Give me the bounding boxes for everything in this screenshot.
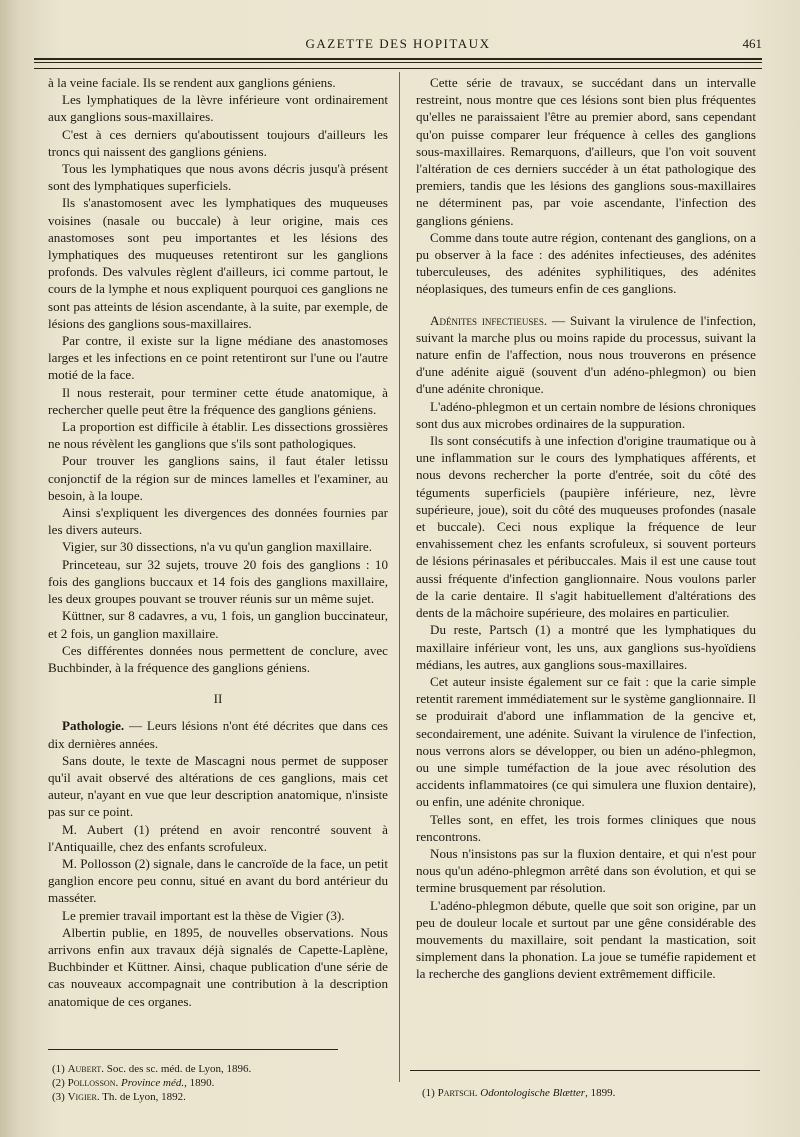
- paragraph: Comme dans toute autre région, contenant des ganglions, on a pu observer à la face : des adénites infectieuses, des adénites tuberculeuses, des adénites syphilitiques, des adénites néoplasiques, des tumeurs enfin de ces ganglions.: [416, 229, 756, 297]
- section-number: II: [213, 691, 223, 707]
- footnote-title: Province méd.: [120, 1077, 185, 1089]
- page-header: [34, 36, 762, 54]
- footnote: [52, 1076, 251, 1090]
- footnote-number: (1): [422, 1087, 435, 1099]
- paragraph: Princeteau, sur 32 sujets, trouve 20 fois des ganglions : 10 fois des ganglions buccaux et 14 fois des ganglions maxillaire, les deux groupes pouvant se trouver réunis sur un même sujet.: [48, 556, 388, 607]
- adenites-text: — Suivant la virulence de l'infection, suivant la marche plus ou moins rapide du processus, suivant la nature enfin de l'affection, nous nous trouverons en présence d'une adénite aiguë (souvent d'un adéno-phlegmon) ou bien d'une adénite chronique.: [416, 312, 757, 397]
- paragraph: Ils s'anastomosent avec les lymphatiques des muqueuses voisines (nasale ou buccale) à leur origine, mais ces anastomoses sont peu importantes et les lésions des lymphatiques des muqueuses retentiront sur les ganglions profonds. Des valvules règlent d'ailleurs, ici comme partout, le cours de la lymphe et nous expliquent pourquoi ces ganglions ne sont pas atteints de lésion ascendante, à la suite, par exemple, de lésions des ganglions sous-maxillaires.: [48, 195, 388, 331]
- footnote-author: Aubert.: [67, 1063, 105, 1075]
- footnote-rule-left: [48, 1049, 338, 1050]
- paragraph: M. Aubert (1) prétend en avoir rencontré souvent à l'Antiquaille, chez des enfants scrofuleux.: [48, 821, 388, 854]
- footnote: [52, 1062, 251, 1076]
- footnote-text: Th. de Lyon, 1892.: [99, 1091, 186, 1103]
- footnote-author: Pollosson.: [67, 1077, 119, 1089]
- footnote-author: Vigier.: [67, 1091, 100, 1103]
- running-title: GAZETTE DES HOPITAUX: [305, 36, 491, 51]
- right-footnotes: [422, 1086, 615, 1100]
- left-footnotes: [52, 1062, 251, 1104]
- paragraph: Il nous resterait, pour terminer cette étude anatomique, à rechercher quelle peut être la fréquence des ganglions géniens.: [48, 384, 388, 417]
- adenites-paragraph: [416, 312, 756, 398]
- paragraph: Nous n'insistons pas sur la fluxion dentaire, et qui n'est pour nous qu'un adéno-phlegmon arrêté dans son évolution, et qui se termine brusquement par résolution.: [416, 845, 756, 896]
- paragraph: Albertin publie, en 1895, de nouvelles observations. Nous arrivons enfin aux travaux déjà signalés de Capette-Laplène, Buchbinder et Küttner. Ainsi, chaque publication d'une série de cas nouveaux accompagnait une contribution à la description anatomique de ces organes.: [48, 924, 388, 1009]
- paragraph: L'adéno-phlegmon débute, quelle que soit son origine, par un peu de douleur locale et surtout par une gêne considérable des mouvements du maxillaire, soit pendant la mastication, soit simplement dans la phonation. La joue se tuméfie rapidement et la recherche des ganglions devient extrêmement difficile.: [416, 897, 756, 982]
- pathology-text: — Leurs lésions n'ont été décrites que dans ces dix dernières années.: [48, 718, 388, 751]
- paragraph: Küttner, sur 8 cadavres, a vu, 1 fois, un ganglion buccinateur, et 2 fois, un ganglion maxillaire.: [48, 608, 388, 641]
- paragraph: Vigier, sur 30 dissections, n'a vu qu'un ganglion maxillaire.: [62, 539, 372, 555]
- paragraph: à la veine faciale. Ils se rendent aux ganglions géniens.: [48, 75, 336, 90]
- paragraph: Du reste, Partsch (1) a montré que les lymphatiques du maxillaire inférieur vont, les uns, aux ganglions sus-hyoïdiens médians, les autres, aux ganglions sous-maxillaires.: [416, 622, 756, 672]
- header-rule-thin-lower: [34, 68, 762, 69]
- left-column: [48, 74, 388, 1010]
- footnote-text: Soc. des sc. méd. de Lyon, 1896.: [104, 1063, 252, 1075]
- page-number: 461: [742, 36, 762, 51]
- footnote-rule-right: [410, 1070, 760, 1071]
- footnote-text: , 1899.: [585, 1087, 616, 1099]
- paragraph: La proportion est difficile à établir. Les dissections grossières ne nous révèlent les ganglions que s'ils sont pathologiques.: [48, 419, 388, 452]
- footnote: [422, 1086, 615, 1100]
- paragraph: Le premier travail important est la thèse de Vigier (3).: [62, 907, 345, 923]
- footnote-text: , 1890.: [184, 1077, 215, 1089]
- paragraph: Tous les lymphatiques que nous avons décris jusqu'à présent sont des lymphatiques superficiels.: [48, 161, 388, 194]
- paragraph: Par contre, il existe sur la ligne médiane des anastomoses larges et les infections en ce point retentiront sur l'une ou l'autre motié de la face.: [48, 333, 388, 383]
- paragraph: Sans doute, le texte de Mascagni nous permet de supposer qu'il avait observé des altérations de ces ganglions, mais cet auteur, n'ayant en vue que leur description anatomique, n'insiste pas sur ce point.: [48, 752, 388, 820]
- footnote-number: (2): [52, 1077, 65, 1089]
- paragraph: Cette série de travaux, se succédant dans un intervalle restreint, nous montre que ces lésions sont bien plus fréquentes qu'elles ne paraissaient l'être au premier abord, sans cependant qu'on puisse comparer leur fréquence à celles des ganglions sous-maxillaires. Remarquons, d'ailleurs, que l'on voit souvent l'altération de ces derniers succéder à un état pathologique des premiers, tandis que les lésions des ganglions sous-maxillaires ne déterminent pas, par voie ascendante, l'infection des ganglions géniens.: [416, 75, 756, 228]
- paragraph: Pour trouver les ganglions sains, il faut étaler letissu conjonctif de la région sur de minces lamelles et l'examiner, au besoin, à la loupe.: [48, 453, 388, 503]
- paragraph: Cet auteur insiste également sur ce fait : que la carie simple retentit rarement immédiatement sur le système ganglionnaire. Il se produirait d'abord une inflammation de la gencive et, secondairement, une adénite. Suivant la virulence de l'infection, nous verrons alors se développer, ou bien un adéno-phlegmon, ou une simple tuméfaction de la joue avec résolution des accidents inflammatoires (ce qui simulera une fluxion dentaire), ou enfin, une adénite chronique.: [416, 673, 756, 810]
- header-rule-thin: [34, 62, 762, 63]
- header-rule-thick: [34, 58, 762, 60]
- paragraph: Ils sont consécutifs à une infection d'origine traumatique ou à une inflammation sur le cours des lymphatiques afférents, et nous devons rechercher la porte d'entrée, soit du côté des téguments superficiels (paupière inférieure, nez, lèvre supérieure, joue), soit du côté des muqueuses profondes (nasale et buccale). Ceci nous explique la fréquence de leur envahissement chez les enfants scrofuleux, si souvent porteurs de lésions périnasales et péribuccales. Mais il est une cause tout aussi fréquente d'infection ganglionnaire. Nous voulons parler de la carie dentaire. Il s'agit habituellement d'altérations des dents de la mâchoire supérieure, des molaires en particulier.: [416, 433, 756, 621]
- footnote-number: (3): [52, 1091, 65, 1103]
- paragraph: Ainsi s'expliquent les divergences des données fournies par les divers auteurs.: [48, 505, 388, 538]
- footnote-number: (1): [52, 1063, 65, 1075]
- pathology-paragraph: [48, 717, 388, 751]
- footnote-title: Odontologische Blætter: [480, 1087, 586, 1099]
- paragraph: Telles sont, en effet, les trois formes cliniques que nous rencontrons.: [416, 811, 756, 844]
- paragraph: Les lymphatiques de la lèvre inférieure vont ordinairement aux ganglions sous-maxillaires.: [48, 92, 388, 125]
- paragraph: Ces différentes données nous permettent de conclure, avec Buchbinder, à la fréquence des ganglions géniens.: [48, 642, 388, 675]
- right-column: [416, 74, 756, 983]
- column-divider: [399, 72, 400, 1082]
- footnote-author: Partsch.: [437, 1087, 478, 1099]
- footnote: [52, 1090, 251, 1104]
- paragraph: M. Pollosson (2) signale, dans le cancroïde de la face, un petit ganglion encore peu connu, situé en avant du bord antérieur du masséter.: [48, 855, 388, 906]
- run-in-heading: Pathologie.: [62, 718, 125, 734]
- paragraph: L'adéno-phlegmon et un certain nombre de lésions chroniques sont dus aux microbes ordinaires de la suppuration.: [416, 398, 756, 431]
- run-in-heading: Adénites infectieuses.: [430, 312, 548, 328]
- paragraph: C'est à ces derniers qu'aboutissent toujours d'ailleurs les troncs qui naissent des ganglions géniens.: [48, 126, 388, 159]
- section-gap: [416, 298, 756, 312]
